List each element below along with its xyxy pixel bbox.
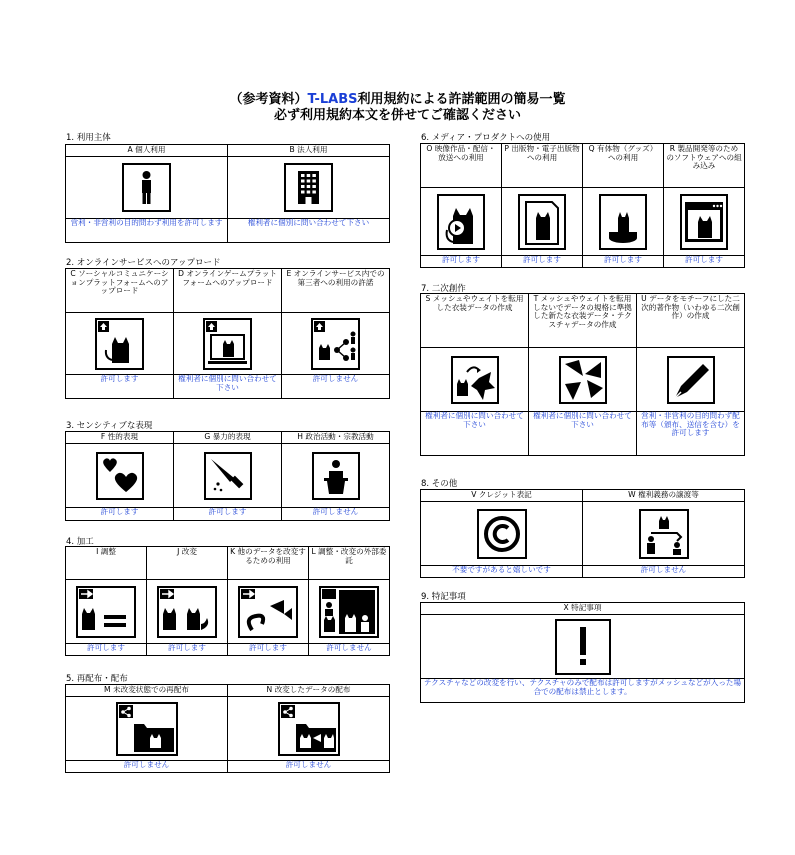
header-G: G 暴力的表現	[174, 432, 282, 444]
use-for-modify-icon	[238, 586, 298, 638]
goods-icon	[599, 194, 647, 250]
modify-icon	[157, 586, 217, 638]
status-Q: 許可します	[583, 256, 664, 268]
section-6-table	[420, 143, 745, 268]
software-icon	[680, 194, 728, 250]
header-B: B 法人利用	[228, 145, 390, 157]
status-E: 許可しません	[282, 375, 390, 399]
header-F: F 性的表現	[66, 432, 174, 444]
section-2-table	[65, 268, 390, 399]
header-T: T メッシュやウェイトを転用しないでデータの規格に準拠した新たな衣装データ・テクスチャデータの作成	[529, 294, 637, 348]
status-M: 許可しません	[66, 761, 228, 773]
section-1-table	[65, 144, 390, 243]
section-5-table	[65, 684, 390, 773]
status-D: 権利者に個別に問い合わせて下さい	[174, 375, 282, 399]
status-T: 権利者に個別に問い合わせて下さい	[529, 412, 637, 456]
transfer-icon	[639, 509, 689, 559]
section-9-title: 9. 特記事項	[421, 592, 466, 602]
status-R: 許可します	[664, 256, 745, 268]
status-W: 許可しません	[583, 566, 745, 578]
section-1-title: 1. 利用主体	[66, 133, 111, 143]
header-X: X 特記事項	[421, 603, 745, 615]
status-U: 営利・非営利の目的問わず配布等（頒布、送信を含む）を許可します	[637, 412, 745, 456]
header-M: M 未改変状態での再配布	[66, 685, 228, 697]
section-7-title: 7. 二次創作	[421, 284, 466, 294]
status-C: 許可します	[66, 375, 174, 399]
clothing-convert-icon	[451, 356, 499, 404]
status-N: 許可しません	[228, 761, 390, 773]
exclamation-icon	[555, 619, 611, 675]
status-K: 許可します	[228, 644, 309, 656]
upload-avatar-icon	[95, 318, 144, 370]
section-3-table	[65, 431, 390, 521]
status-L: 許可しません	[309, 644, 390, 656]
section-4-table	[65, 546, 390, 656]
upload-game-icon	[203, 318, 252, 370]
header-N: N 改変したデータの配布	[228, 685, 390, 697]
header-I: I 調整	[66, 547, 147, 580]
header-H: H 政治活動・宗教活動	[282, 432, 390, 444]
header-V: V クレジット表記	[421, 490, 583, 502]
knife-icon	[204, 452, 252, 500]
header-J: J 改変	[147, 547, 228, 580]
status-B: 権利者に個別に問い合わせて下さい	[228, 219, 390, 243]
header-S: S メッシュやウェイトを転用した衣装データの作成	[421, 294, 529, 348]
header-R: R 製品開発等のためのソフトウェアへの組み込み	[664, 144, 745, 188]
header-W: W 権利義務の譲渡等	[583, 490, 745, 502]
section-6-title: 6. メディア・プロダクトへの使用	[421, 133, 551, 143]
outsource-icon	[319, 586, 379, 638]
section-2-title: 2. オンラインサービスへのアップロード	[66, 258, 221, 268]
section-7-table	[420, 293, 745, 456]
header-O: O 映像作品・配信・放送への利用	[421, 144, 502, 188]
status-P: 許可します	[502, 256, 583, 268]
distribute-modified-icon	[278, 702, 340, 756]
header-C: C ソーシャルコミュニケーションプラットフォームへのアップロード	[66, 269, 174, 313]
page-title-line1: （参考資料）T-LABS利用規約による許諾範囲の簡易一覧	[229, 92, 566, 107]
status-A: 営利・非営利の目的問わず利用を許可します	[66, 219, 228, 243]
building-icon	[284, 163, 333, 212]
header-K: K 他のデータを改変するための利用	[228, 547, 309, 580]
header-L: L 調整・改変の外部委託	[309, 547, 390, 580]
page-title-line2: 必ず利用規約本文を併せてご確認ください	[273, 108, 521, 123]
section-8-title: 8. その他	[421, 479, 458, 489]
status-H: 許可しません	[282, 508, 390, 521]
header-P: P 出版物・電子出版物への利用	[502, 144, 583, 188]
header-E: E オンラインサービス内での第三者への利用の許諾	[282, 269, 390, 313]
adjust-icon	[76, 586, 136, 638]
hearts-icon	[96, 452, 144, 500]
status-G: 許可します	[174, 508, 282, 521]
pen-icon	[667, 356, 715, 404]
upload-share-icon	[311, 318, 360, 370]
section-3-title: 3. センシティブな表現	[66, 421, 153, 431]
section-5-title: 5. 再配布・配布	[66, 674, 128, 684]
header-Q: Q 有体物（グッズ）への利用	[583, 144, 664, 188]
status-F: 許可します	[66, 508, 174, 521]
status-J: 許可します	[147, 644, 228, 656]
person-icon	[122, 163, 171, 212]
section-8-table	[420, 489, 745, 578]
section-9-table	[420, 602, 745, 703]
publication-icon	[518, 194, 566, 250]
header-A: A 個人利用	[66, 145, 228, 157]
section-4-title: 4. 加工	[66, 537, 94, 547]
header-D: D オンラインゲームプラットフォームへのアップロード	[174, 269, 282, 313]
redistribute-icon	[116, 702, 178, 756]
podium-icon	[312, 452, 360, 500]
status-I: 許可します	[66, 644, 147, 656]
header-U: U データをモチーフにした二次的著作物（いわゆる二次創作）の作成	[637, 294, 745, 348]
video-icon	[437, 194, 485, 250]
status-S: 権利者に個別に問い合わせて下さい	[421, 412, 529, 456]
new-clothing-icon	[559, 356, 607, 404]
status-V: 不要ですがあると嬉しいです	[421, 566, 583, 578]
copyright-icon	[477, 509, 527, 559]
status-O: 許可します	[421, 256, 502, 268]
brand-name: T-LABS	[307, 92, 358, 107]
status-X: テクスチャなどの改変を行い、テクスチャのみで配布は許可しますがメッシュなどが入った場合での配布は禁止とします。	[421, 679, 745, 703]
